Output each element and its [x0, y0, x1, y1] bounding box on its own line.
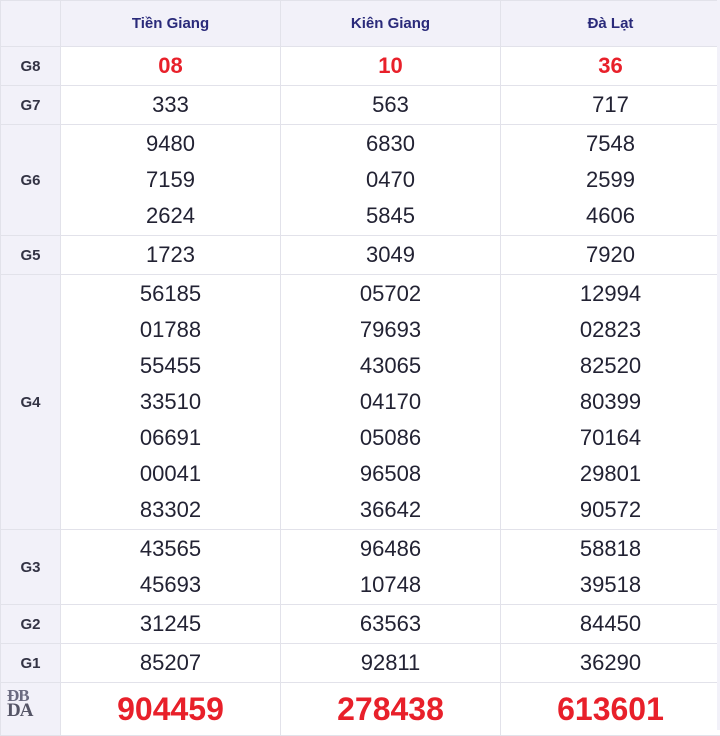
- prize-number: 563: [281, 87, 500, 123]
- prize-label-db: [1, 683, 61, 736]
- prize-cell-g1-2: [501, 644, 720, 683]
- prize-number: 58818: [501, 531, 720, 567]
- table-row: [1, 86, 720, 125]
- prize-number: 05702: [281, 276, 500, 312]
- prize-number: 01788: [61, 312, 280, 348]
- prize-number: 7548: [501, 126, 720, 162]
- prize-cell-g6-0: [61, 125, 281, 236]
- prize-cell-g6-2: [501, 125, 720, 236]
- prize-number: 90572: [501, 492, 720, 528]
- table-row: [1, 275, 720, 530]
- prize-cell-g8-1: [281, 47, 501, 86]
- prize-label-g4: G4: [1, 275, 61, 530]
- prize-number: 2599: [501, 162, 720, 198]
- prize-cell-g4-1: [281, 275, 501, 530]
- prize-number: 7159: [61, 162, 280, 198]
- table-row: [1, 605, 720, 644]
- prize-cell-g8-2: [501, 47, 720, 86]
- table-body: [1, 47, 720, 736]
- prize-number: 7920: [501, 237, 720, 273]
- prize-number: 36: [501, 48, 720, 84]
- prize-number: 56185: [61, 276, 280, 312]
- watermark-line-1: ĐB: [7, 686, 29, 705]
- prize-number: 10: [281, 48, 500, 84]
- prize-cell-g1-0: [61, 644, 281, 683]
- prize-number: 80399: [501, 384, 720, 420]
- prize-number: 717: [501, 87, 720, 123]
- table-row: [1, 47, 720, 86]
- prize-number: 31245: [61, 606, 280, 642]
- prize-cell-g7-2: [501, 86, 720, 125]
- province-header-1: Kiên Giang: [281, 1, 501, 47]
- prize-label-g7: G7: [1, 86, 61, 125]
- prize-number: 0470: [281, 162, 500, 198]
- prize-number: 904459: [61, 691, 280, 727]
- watermark-logo: [7, 687, 32, 719]
- prize-number: 82520: [501, 348, 720, 384]
- province-header-2: Đà Lạt: [501, 1, 720, 47]
- prize-number: 85207: [61, 645, 280, 681]
- prize-number: 96508: [281, 456, 500, 492]
- prize-number: 55455: [61, 348, 280, 384]
- table-row: [1, 644, 720, 683]
- prize-number: 06691: [61, 420, 280, 456]
- prize-cell-g5-2: [501, 236, 720, 275]
- prize-cell-g6-1: [281, 125, 501, 236]
- prize-number: 39518: [501, 567, 720, 603]
- prize-number: 5845: [281, 198, 500, 234]
- prize-cell-g2-0: [61, 605, 281, 644]
- prize-label-g8: G8: [1, 47, 61, 86]
- prize-number: 43065: [281, 348, 500, 384]
- prize-number: 12994: [501, 276, 720, 312]
- prize-cell-g4-0: [61, 275, 281, 530]
- prize-number: 29801: [501, 456, 720, 492]
- prize-number: 1723: [61, 237, 280, 273]
- table-row: [1, 683, 720, 736]
- prize-cell-db-2: [501, 683, 720, 736]
- prize-number: 04170: [281, 384, 500, 420]
- prize-cell-g1-1: [281, 644, 501, 683]
- province-header-0: Tiền Giang: [61, 1, 281, 47]
- prize-cell-g3-1: [281, 530, 501, 605]
- watermark-line-2: DA: [7, 702, 32, 719]
- prize-number: 83302: [61, 492, 280, 528]
- table-row: [1, 236, 720, 275]
- prize-number: 10748: [281, 567, 500, 603]
- prize-cell-db-0: [61, 683, 281, 736]
- prize-cell-g2-1: [281, 605, 501, 644]
- prize-label-g3: G3: [1, 530, 61, 605]
- prize-cell-g7-1: [281, 86, 501, 125]
- prize-cell-g3-0: [61, 530, 281, 605]
- prize-number: 278438: [281, 691, 500, 727]
- prize-number: 92811: [281, 645, 500, 681]
- table-row: [1, 125, 720, 236]
- prize-number: 33510: [61, 384, 280, 420]
- prize-number: 84450: [501, 606, 720, 642]
- table-header: [1, 1, 720, 47]
- prize-number: 00041: [61, 456, 280, 492]
- prize-label-g2: G2: [1, 605, 61, 644]
- prize-number: 333: [61, 87, 280, 123]
- prize-label-g1: G1: [1, 644, 61, 683]
- prize-cell-g2-2: [501, 605, 720, 644]
- prize-number: 6830: [281, 126, 500, 162]
- prize-number: 08: [61, 48, 280, 84]
- prize-number: 3049: [281, 237, 500, 273]
- prize-number: 4606: [501, 198, 720, 234]
- header-row: [1, 1, 720, 47]
- prize-number: 613601: [501, 691, 720, 727]
- prize-number: 36290: [501, 645, 720, 681]
- prize-cell-db-1: [281, 683, 501, 736]
- prize-label-g5: G5: [1, 236, 61, 275]
- prize-number: 43565: [61, 531, 280, 567]
- prize-label-g6: G6: [1, 125, 61, 236]
- prize-number: 79693: [281, 312, 500, 348]
- header-corner: [1, 1, 61, 47]
- prize-cell-g3-2: [501, 530, 720, 605]
- prize-cell-g5-1: [281, 236, 501, 275]
- prize-number: 45693: [61, 567, 280, 603]
- prize-number: 96486: [281, 531, 500, 567]
- table-row: [1, 530, 720, 605]
- prize-cell-g5-0: [61, 236, 281, 275]
- prize-number: 36642: [281, 492, 500, 528]
- prize-number: 9480: [61, 126, 280, 162]
- prize-number: 05086: [281, 420, 500, 456]
- prize-number: 63563: [281, 606, 500, 642]
- prize-number: 70164: [501, 420, 720, 456]
- prize-cell-g4-2: [501, 275, 720, 530]
- prize-cell-g8-0: [61, 47, 281, 86]
- prize-number: 2624: [61, 198, 280, 234]
- prize-cell-g7-0: [61, 86, 281, 125]
- prize-number: 02823: [501, 312, 720, 348]
